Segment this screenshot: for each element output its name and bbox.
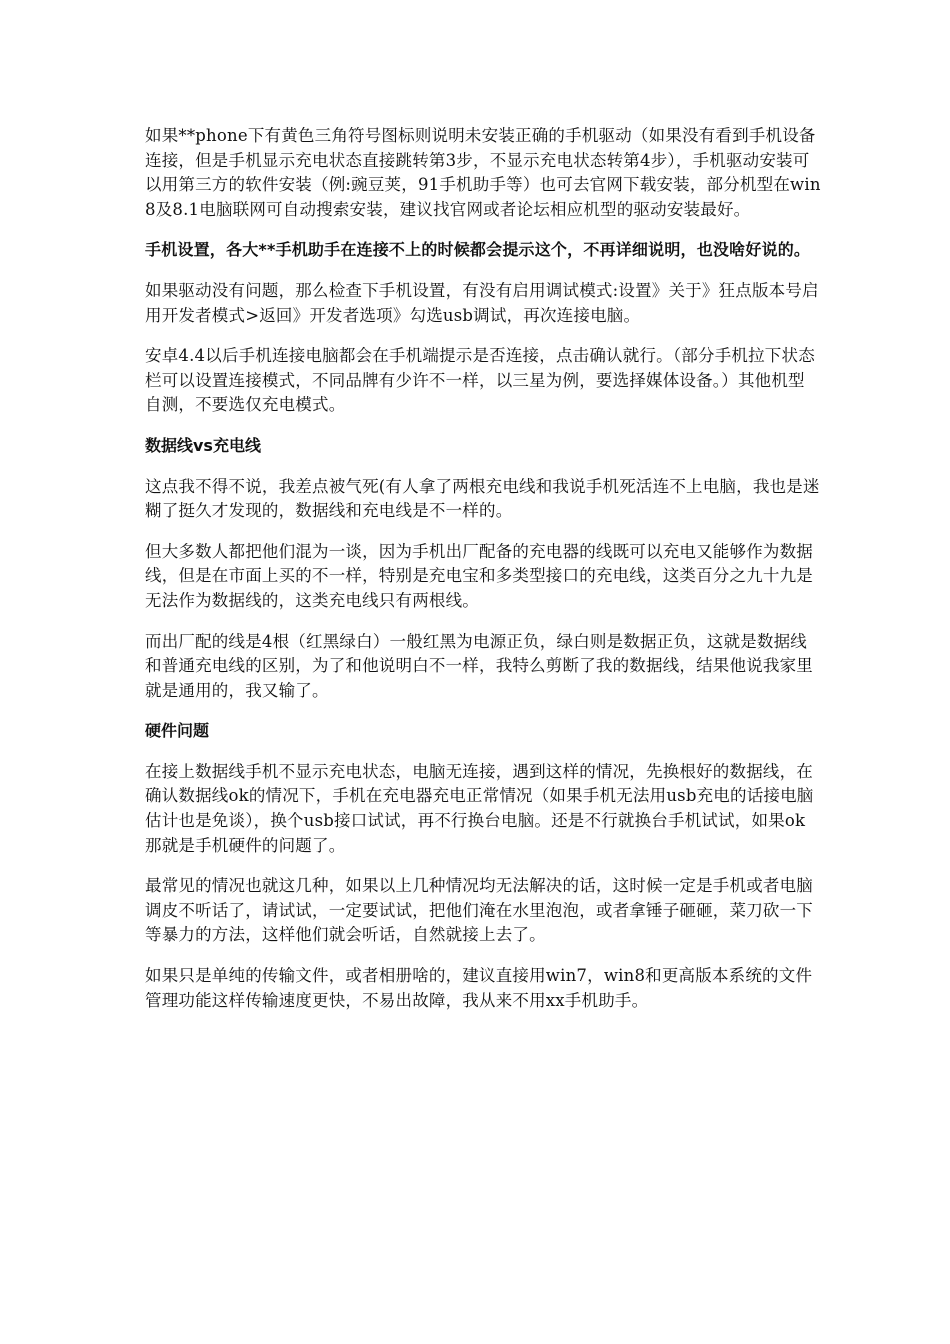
paragraph-debug-mode: 如果驱动没有问题，那么检查下手机设置，有没有启用调试模式:设置》关于》狂点版本号启用开发者模式>返回》开发者选项》勾选usb调试，再次连接电脑。 <box>145 280 819 325</box>
paragraph-cable-wires: 而出厂配的线是4根（红黑绿白）一般红黑为电源正负，绿白则是数据正负，这就是数据线和普通充电线的区别，为了和他说明白不一样，我特么剪断了我的数据线，结果他说我家里就是通用的，我又输了。 <box>145 631 813 700</box>
paragraph-file-transfer: 如果只是单纯的传输文件，或者相册啥的，建议直接用win7，win8和更高版本系统的文件管理功能这样传输速度更快，不易出故障，我从来不用xx手机助手。 <box>145 966 813 1010</box>
paragraph-phone-settings-note: 手机设置，各大**手机助手在连接不上的时候都会提示这个，不再详细说明，也没啥好说的。 <box>145 240 811 260</box>
section-heading-hardware: 硬件问题 <box>145 721 210 741</box>
paragraph-android-connection: 安卓4.4以后手机连接电脑都会在手机端提示是否连接，点击确认就行。（部分手机拉下状态栏可以设置连接模式，不同品牌有少许不一样，以三星为例，要选择媒体设备。）其他机型自测，不要选仅充电模式。 <box>145 346 815 415</box>
document-body <box>145 124 821 1029</box>
paragraph-driver-check: 如果**phone下有黄色三角符号图标则说明未安装正确的手机驱动（如果没有看到手机设备连接，但是手机显示充电状态直接跳转第3步，不显示充电状态转第4步），手机驱动安装可以用第三方的软件安装（例:豌豆荚，91手机助手等）也可去官网下载安装，部分机型在win8及8.1电脑联网可自动搜索安装，建议找官网或者论坛相应机型的驱动安装最好。 <box>145 126 821 219</box>
paragraph-common-cases: 最常见的情况也就这几种，如果以上几种情况均无法解决的话，这时候一定是手机或者电脑调皮不听话了，请试试，一定要试试，把他们淹在水里泡泡，或者拿锤子砸砸，菜刀砍一下等暴力的方法，这样他们就会听话，自然就接上去了。 <box>145 876 813 945</box>
section-heading-cable: 数据线vs充电线 <box>145 435 261 455</box>
paragraph-cable-story: 这点我不得不说，我差点被气死(有人拿了两根充电线和我说手机死活连不上电脑，我也是迷糊了挺久才发现的，数据线和充电线是不一样的。 <box>145 476 820 521</box>
paragraph-cable-difference: 但大多数人都把他们混为一谈，因为手机出厂配备的充电器的线既可以充电又能够作为数据线，但是在市面上买的不一样，特别是充电宝和多类型接口的充电线，这类百分之九十九是无法作为数据线的，这类充电线只有两根线。 <box>145 541 813 610</box>
paragraph-hardware-check: 在接上数据线手机不显示充电状态，电脑无连接，遇到这样的情况，先换根好的数据线，在确认数据线ok的情况下，手机在充电器充电正常情况（如果手机无法用usb充电的话接电脑估计也是免谈），换个usb接口试试，再不行换台电脑。还是不行就换台手机试试，如果ok那就是手机硬件的问题了。 <box>145 761 814 855</box>
